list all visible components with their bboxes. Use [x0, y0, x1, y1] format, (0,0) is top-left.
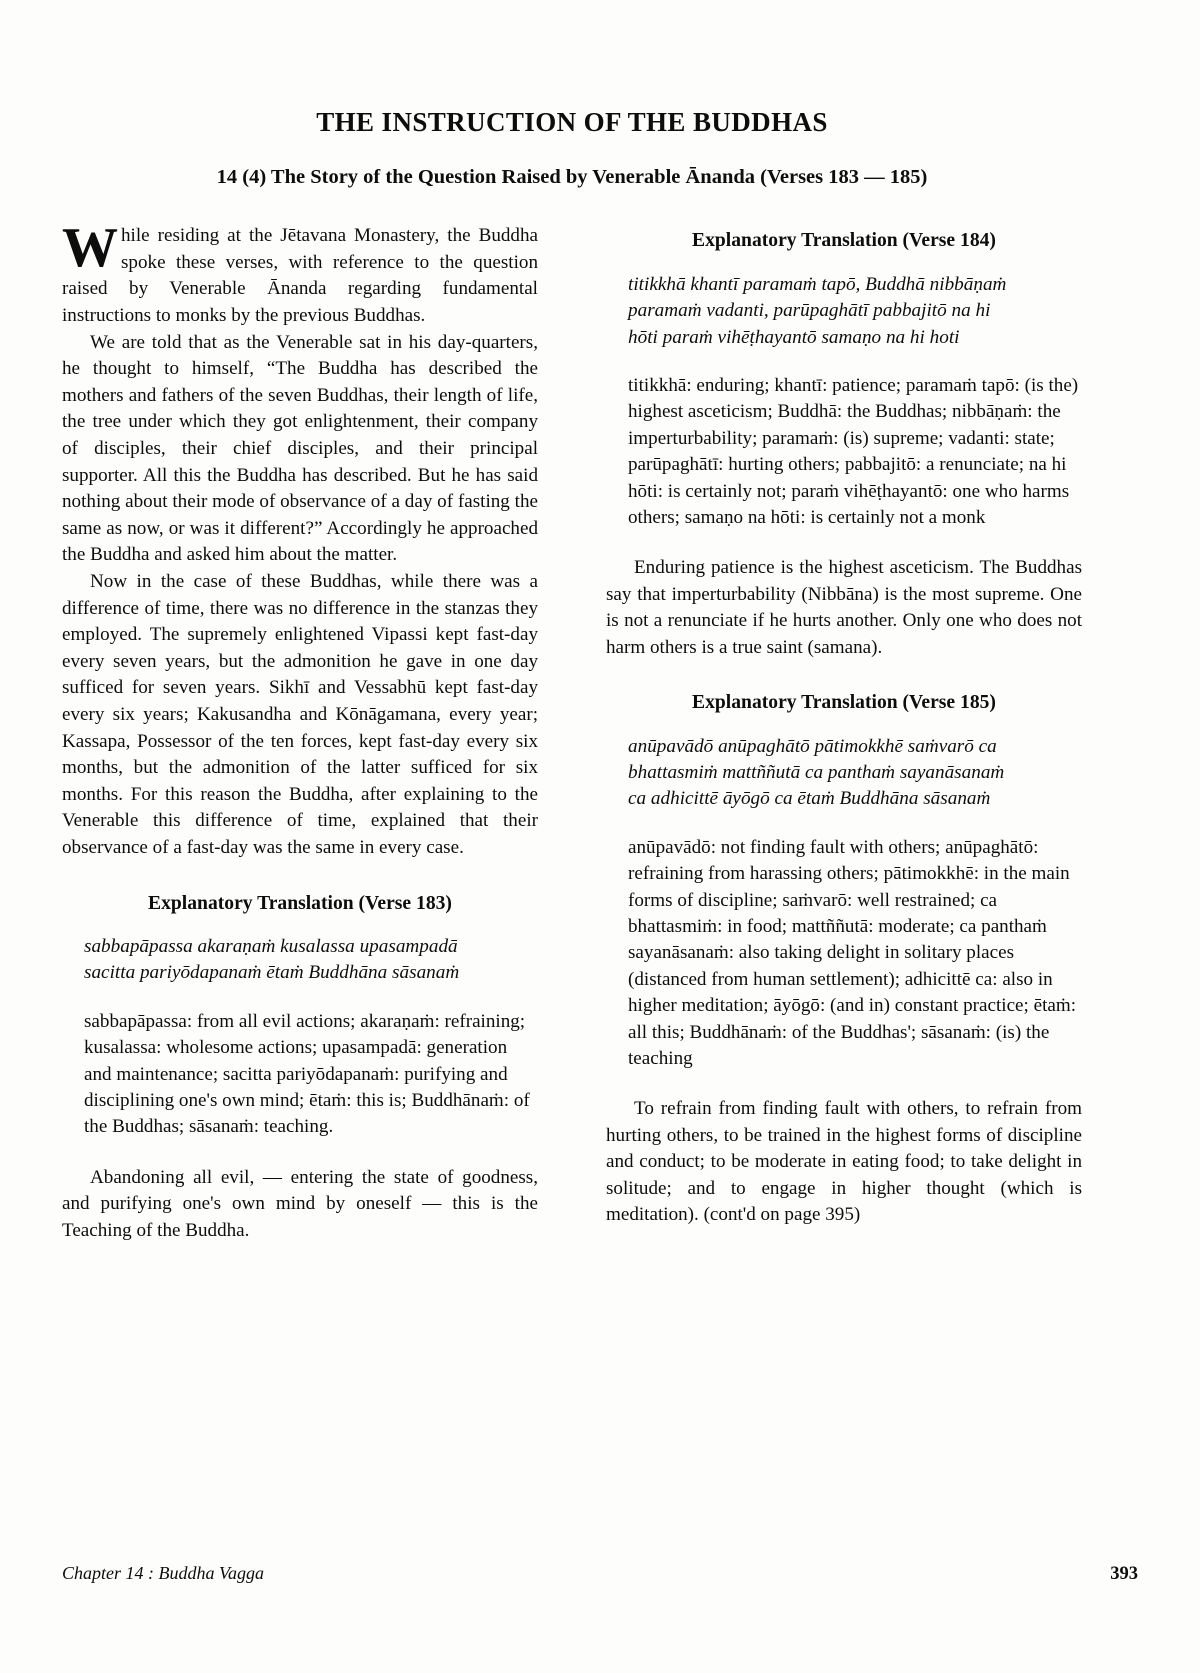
page-title: THE INSTRUCTION OF THE BUDDHAS — [316, 107, 828, 137]
page-content — [62, 0, 1082, 1244]
story-paragraph-1-text: hile residing at the Jētavana Monastery, the Buddha spoke these verses, with reference to the question raised by Venerable Ānanda regarding fundamental instructions to monks by the previous Buddhas. — [62, 225, 538, 327]
right-column — [606, 223, 1082, 1228]
story-paragraph-1 — [62, 217, 538, 329]
verse-183-pali-line-2: sacitta pariyōdapanaṁ ētaṁ Buddhāna sāsanaṁ — [84, 962, 460, 984]
page-subtitle: 14 (4) The Story of the Question Raised by Venerable Ānanda (Verses 183 — 185) — [216, 165, 928, 188]
verse-185-pali-line-2: bhattasmiṁ mattññutā ca panthaṁ sayanāsanaṁ — [628, 761, 1005, 783]
verse-184-pali-line-1: titikkhā khantī paramaṁ tapō, Buddhā nibbāṇaṁ — [628, 273, 1007, 295]
verse-185-gloss: anūpavādō: not finding fault with others; anūpaghātō: refraining from harassing others; pātimokkhē: in the main forms of discipline; saṁvarō: well restrained; ca bhattasmiṁ: in food; mattññutā: moderate; ca panthaṁ sayanāsanaṁ: also taking delight in solitary places (distanced from human settlement); adhicittē ca: also in higher meditation; āyōgō: (and in) constant practice; ētaṁ: all this; Buddhānaṁ: of the Buddhas'; sāsanaṁ: (is) the teaching — [628, 836, 1077, 1070]
verse-184-pali-line-2: paramaṁ vadanti, parūpaghātī pabbajitō na hi — [628, 300, 991, 322]
verse-183-gloss: sabbapāpassa: from all evil actions; akaraṇaṁ: refraining; kusalassa: wholesome actions; upasampadā: generation and maintenance; sacitta pariyōdapanaṁ: purifying and disciplining one's own mind; ētaṁ: this is; Buddhānaṁ: of the Buddhas; sāsanaṁ: teaching. — [84, 1010, 530, 1138]
page-footer — [62, 1563, 1138, 1585]
story-paragraph-3: Now in the case of these Buddhas, while there was a difference of time, there was no difference in the stanzas they employed. The supremely enlightened Vipassi kept fast-day every seven years, but the admonition he gave in one day sufficed for seven years. Sikhī and Vessabhū kept fast-day every six years; Kakusandha and Kōnāgamana, every year; Kassapa, Possessor of the ten forces, kept fast-day every six months, but the admonition of the latter sufficed for six months. For this reason the Buddha, after explaining to the Venerable this difference of time, explained that their observance of a fast-day was the same in every case. — [62, 571, 538, 858]
verse-184-pali-line-3: hōti paraṁ vihēṭhayantō samaṇo na hi hoti — [628, 326, 960, 348]
story-paragraph-2: We are told that as the Venerable sat in his day-quarters, he thought to himself, “The Buddha has described the mothers and fathers of the seven Buddhas, their length of life, the tree under which they got enlightenment, their company of disciples, their chief disciples, and their principal supporter. All this the Buddha has described. But he has said nothing about their mode of observance of a day of fasting the same as now, or was it different?” Accordingly he approached the Buddha and asked him about the matter. — [62, 331, 538, 566]
footer-chapter-label: Chapter 14 : Buddha Vagga — [62, 1563, 264, 1583]
verse-185-heading: Explanatory Translation (Verse 185) — [692, 692, 996, 714]
left-column — [62, 217, 538, 1244]
verse-184-summary: Enduring patience is the highest asceticism. The Buddhas say that imperturbability (Nibbāna) is the most supreme. One is not a renunciate if he hurts another. Only one who does not harm others is a true saint (samana). — [606, 557, 1082, 658]
verse-184-gloss: titikkhā: enduring; khantī: patience; paramaṁ tapō: (is the) highest asceticism; Buddhā: the Buddhas; nibbāṇaṁ: the imperturbability; paramaṁ: (is) supreme; vadanti: state; parūpaghātī: hurting others; pabbajitō: a renunciate; na hi hōti: is certainly not; paraṁ vihēṭhayantō: one who harms others; samaṇo na hōti: is certainly not a monk — [628, 375, 1079, 529]
verse-184-heading: Explanatory Translation (Verse 184) — [692, 230, 996, 252]
verse-183-pali-line-1: sabbapāpassa akaraṇaṁ kusalassa upasampadā — [84, 936, 458, 958]
verse-185-pali-line-1: anūpavādō anūpaghātō pātimokkhē saṁvarō ca — [628, 735, 997, 757]
verse-183-heading: Explanatory Translation (Verse 183) — [148, 892, 452, 914]
verse-185-pali-line-3: ca adhicittē āyōgō ca ētaṁ Buddhāna sāsanaṁ — [628, 788, 991, 810]
verse-185-summary: To refrain from finding fault with others, to refrain from hurting others, to be trained in the highest forms of discipline and conduct; to be moderate in eating food; to take delight in solitude; and to engage in higher thought (which is meditation). (cont'd on page 395) — [606, 1098, 1082, 1226]
two-column-layout — [62, 217, 1082, 1244]
drop-cap: W — [62, 217, 118, 280]
verse-183-summary: Abandoning all evil, — entering the state of goodness, and purifying one's own mind by oneself — this is the Teaching of the Buddha. — [62, 1166, 538, 1241]
footer-page-number: 393 — [1110, 1564, 1138, 1584]
